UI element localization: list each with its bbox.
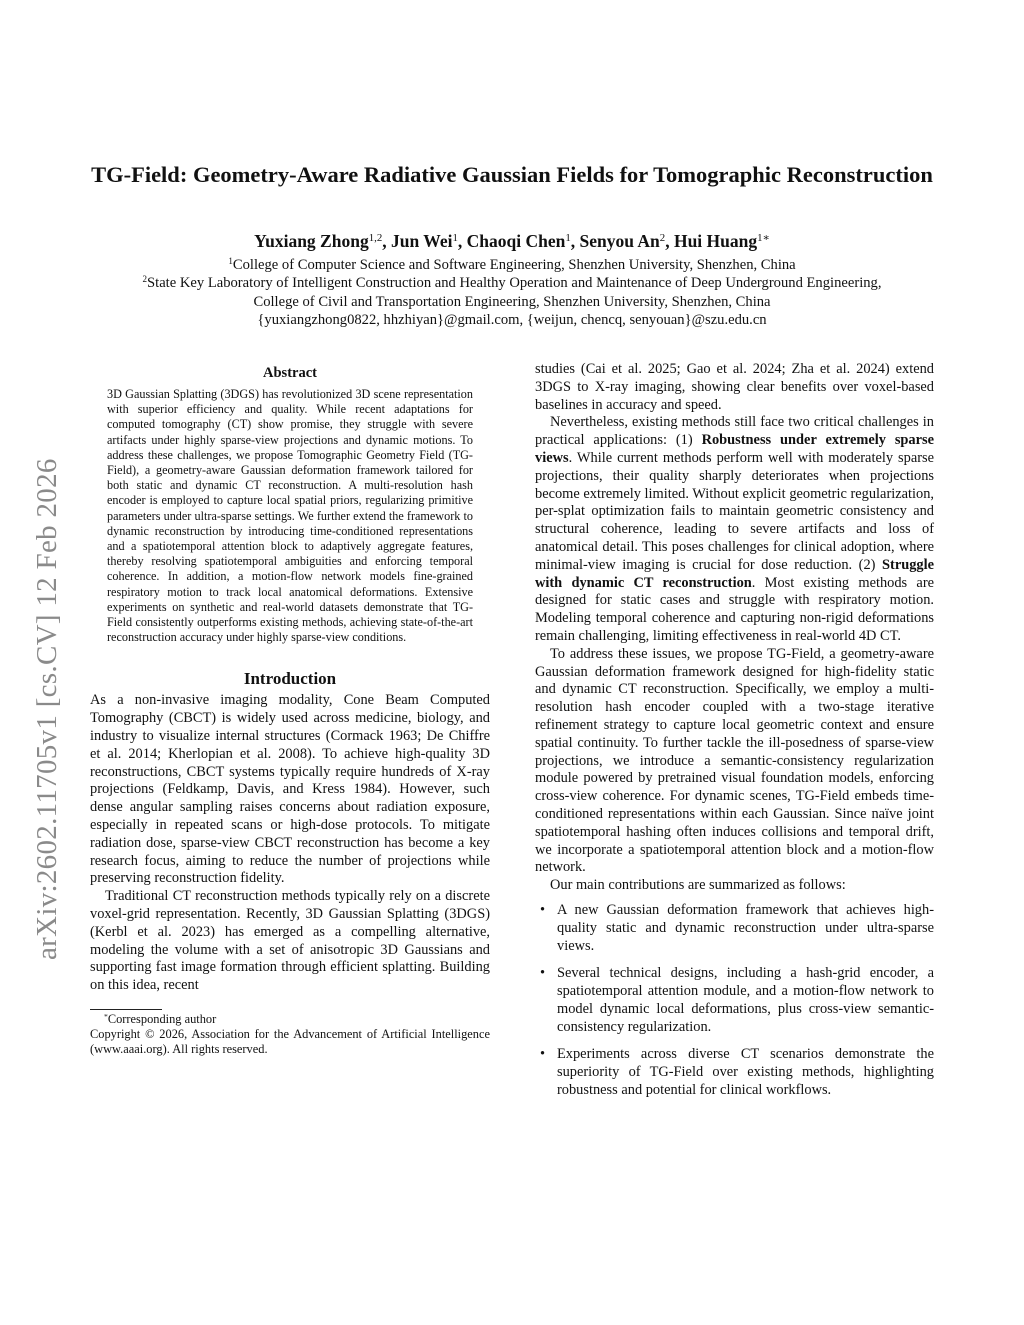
affiliation-1 (60, 256, 964, 274)
challenge-1-bold: Robustness under extremely sparse views (535, 432, 935, 466)
text-run: . While current methods perform well with moderately sparse projections, their quality sharply deteriorates when projections become extremely limited. Without explicit geometric regularization, per-splat optimization fails to maintain geometric consistency and structural coherence, leading to severe artifacts and loss of anatomical detail. This poses challenges for clinical adoption, where minimal-view imaging is crucial for dose reduction. (2) (535, 449, 934, 573)
list-item (535, 902, 934, 955)
text-run: . Most existing methods are designed for static cases and struggle with respiratory motion. Modeling temporal coherence and capturing non-rigid deformations remain challenging, limiting effectiveness in real-world 4D CT. (535, 574, 934, 644)
right-column (535, 361, 934, 1110)
affiliation-2b: College of Civil and Transportation Engineering, Shenzhen University, Shenzhen, China (253, 293, 771, 310)
intro-paragraph-1: As a non-invasive imaging modality, Cone Beam Computed Tomography (CBCT) is widely used across medicine, biology, and industry to visualize internal structures (Cormack 1963; De Chiffre et al. 2014; Kherlopian et al. 2008). To achieve high-quality 3D reconstructions, CBCT systems typically require hundreds of X-ray projections (Feldkamp, Davis, and Kress 1984). However, such dense angular sampling raises concerns about radiation exposure, especially in repeated scans or high-dose protocols. To mitigate radiation dose, sparse-view CBCT reconstruction has become a key research focus, aiming to reduce the number of projections while preserving reconstruction fidelity. (90, 692, 490, 887)
challenge-2-bold: Struggle with dynamic CT reconstruction (535, 556, 934, 591)
author-affil-mark: 1 (565, 232, 571, 245)
list-item (535, 965, 934, 1036)
affiliation-2 (60, 274, 964, 292)
abstract-heading: Abstract (263, 365, 317, 381)
list-item (535, 1046, 934, 1099)
author-name: Jun Wei (391, 231, 453, 251)
contribution-text: Several technical designs, including a hash-grid encoder, a spatiotemporal attention module, and a motion-flow network to model dynamic local deformations, plus cross-view semantic-consistency regularization. (557, 965, 934, 1035)
author-affil-mark: 1,2 (368, 232, 383, 245)
author-name: Hui Huang (673, 231, 758, 251)
contribution-text: A new Gaussian deformation framework that achieves high-quality static and dynamic reconstruction under ultra-sparse views. (557, 901, 934, 954)
paper-title: TG-Field: Geometry-Aware Radiative Gaussian Fields for Tomographic Reconstruction (91, 162, 933, 187)
introduction-heading: Introduction (243, 669, 337, 689)
footnote-mark: * (104, 1011, 108, 1021)
intro-paragraph-5: Our main contributions are summarized as follows: (550, 877, 846, 894)
intro-paragraph-2: Traditional CT reconstruction methods typically rely on a discrete voxel-grid representation. Recently, 3D Gaussian Splatting (3DGS) (Kerbl et al. 2023) has emerged as a compelling alternative, modeling the volume with a set of anisotropic 3D Gaussians and supporting fast image formation through efficient splatting. Building on this idea, recent (90, 888, 490, 994)
author-affil-mark: 1∗ (757, 232, 770, 245)
author-affil-mark: 2 (659, 232, 666, 245)
author-name: Chaoqi Chen (466, 231, 566, 251)
abstract-text: 3D Gaussian Splatting (3DGS) has revolutionized 3D scene representation with superior efficiency and quality. While recent adaptations for computed tomography (CT) show promise, they struggle with severe artifacts under highly sparse-view projections and dynamic motions. To address these challenges, we propose Tomographic Geometry Field (TG-Field), a geometry-aware Gaussian deformation framework tailored for both static and dynamic CT reconstruction. A multi-resolution hash encoder is employed to capture local spatial priors, regularizing primitive parameters under ultra-sparse settings. We further extend the framework to dynamic reconstruction by introducing time-conditioned representations and a spatiotemporal attention block to adaptively aggregate features, thereby resolving spatiotemporal ambiguities and enforcing temporal coherence. In addition, a motion-flow network models fine-grained respiratory motion to track local anatomical deformations. Extensive experiments on synthetic and real-world datasets demonstrate that TG-Field consistently outperforms existing methods, achieving state-of-the-art reconstruction accuracy under highly sparse-view conditions. (107, 387, 473, 645)
bullet-icon: • (540, 1046, 546, 1063)
author-emails: {yuxiangzhong0822, hhzhiyan}@gmail.com, {weijun, chencq, senyouan}@szu.edu.cn (257, 311, 767, 328)
author-sep: , (665, 231, 674, 251)
author-sep: , (382, 231, 392, 251)
arxiv-stamp: arXiv:2602.11705v1 [cs.CV] 12 Feb 2026 (31, 458, 63, 960)
contribution-text: Experiments across diverse CT scenarios demonstrate the superiority of TG-Field over existing methods, highlighting robustness and potential for clinical workflows. (557, 1046, 934, 1099)
affil-text: State Key Laboratory of Intelligent Construction and Healthy Operation and Maintenance of Deep Underground Engineering, (147, 275, 882, 292)
bullet-icon: • (540, 965, 546, 982)
text-run: Nevertheless, existing methods still face two critical challenges in practical applications: (1) (535, 414, 934, 449)
contribution-list (535, 902, 934, 1100)
intro-paragraph-4: To address these issues, we propose TG-Field, a geometry-aware Gaussian deformation framework designed for high-fidelity static and dynamic CT reconstruction. Specifically, we employ a multi-resolution hash encoder coupled with a two-stage iterative refinement strategy to capture local geometric context and ensure spatial continuity. To further tackle the ill-posedness of sparse-view projections, we introduce a semantic-consistency regularization module powered by pretrained visual foundation models, enforcing cross-view coherence. For dynamic scenes, TG-Field embeds time-conditioned representations within each Gaussian. Since naïve joint spatiotemporal hashing often induces collisions and temporal drift, we incorporate a spatiotemporal attention block and a motion-flow network. (535, 645, 934, 876)
footnote-text: Corresponding author (107, 1012, 217, 1026)
author-name: Yuxiang Zhong (254, 231, 369, 251)
affil-mark: 1 (228, 256, 233, 267)
author-sep: , (570, 231, 580, 251)
bullet-icon: • (540, 901, 546, 918)
copyright-notice: Copyright © 2026, Association for the Advancement of Artificial Intelligence (www.aaai.org). All rights reserved. (90, 1027, 490, 1056)
author-name: Senyou An (579, 231, 660, 251)
footnote-rule (90, 1009, 162, 1010)
affil-text: College of Computer Science and Software Engineering, Shenzhen University, Shenzhen, China (232, 257, 796, 273)
left-column (90, 364, 490, 1057)
footnote-corresponding (90, 1012, 490, 1027)
affil-mark: 2 (142, 274, 148, 285)
author-affil-mark: 1 (452, 232, 458, 245)
intro-paragraph-3 (535, 414, 934, 645)
author-list (90, 229, 934, 253)
affiliations (60, 256, 964, 329)
author-sep: , (457, 231, 467, 251)
intro-paragraph-2-continued: studies (Cai et al. 2025; Gao et al. 2024; Zha et al. 2024) extend 3DGS to X-ray imaging, showing clear benefits over voxel-based baselines in accuracy and speed. (535, 361, 934, 413)
